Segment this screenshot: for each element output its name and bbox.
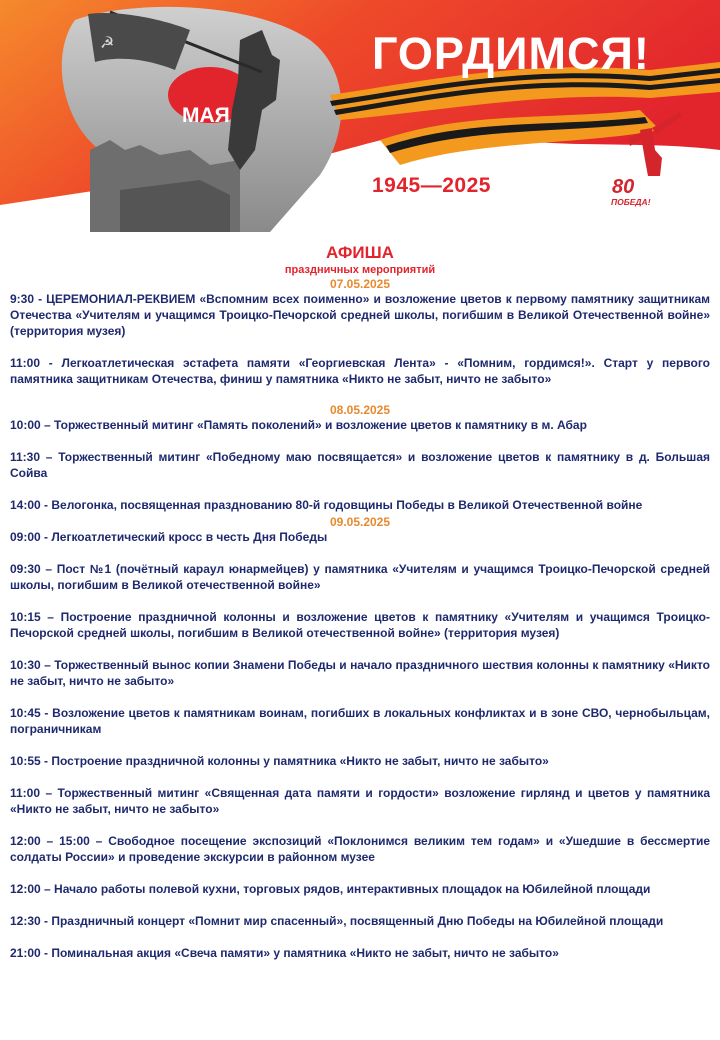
event-item: 12:00 – 15:00 – Свободное посещение экспозиций «Поклонимся великим тем годам» и «Ушедшие в бессмертие солдаты России» и проведение экскурсии в районном музее [10, 834, 710, 864]
poster-subtitle: праздничных мероприятий [284, 264, 436, 276]
event-item: 11:00 – Торжественный митинг «Священная дата памяти и гордости» возложение гирлянд и цветов у памятника «Никто не забыт, ничто не забыто» [10, 786, 710, 816]
poster-title: АФИША [326, 243, 394, 262]
event-item: 9:30 - ЦЕРЕМОНИАЛ-РЕКВИЕМ «Вспомним всех поименно» и возложение цветов к первому памятнику защитникам Отечества «Учителям и учащимся Троицко-Печорской средней школы, погибшим в Великой Отечественной войне» (территория музея) [10, 292, 710, 338]
event-item: 10:55 - Построение праздничной колонны у памятника «Никто не забыт, ничто не забыто» [10, 754, 549, 768]
event-item: 09:00 - Легкоатлетический кросс в честь Дня Победы [10, 530, 328, 544]
day-date: 07.05.2025 [329, 277, 391, 291]
event-item: 12:30 - Праздничный концерт «Помнит мир спасенный», посвященный Дню Победы на Юбилейной площади [10, 914, 664, 928]
event-item: 09:30 – Пост №1 (почётный караул юнармейцев) у памятника «Учителям и учащимся Троицко-Печорской средней школы, погибшим в Великой отечественной войне» [10, 562, 710, 592]
day-date: 09.05.2025 [329, 515, 391, 529]
day-date: 08.05.2025 [329, 403, 391, 417]
may-label: МАЯ [182, 104, 230, 127]
event-item: 10:00 – Торжественный митинг «Память поколений» и возложение цветов к памятнику в м. Абар [10, 418, 587, 432]
banner-years: 1945—2025 [372, 174, 491, 197]
svg-text:☭: ☭ [100, 33, 115, 52]
event-item: 10:45 - Возложение цветов к памятникам воинам, погибших в локальных конфликтах и в зоне СВО, чернобыльцам, пограничникам [10, 706, 710, 736]
banner-headline: ГОРДИМСЯ! [372, 28, 650, 79]
event-item: 14:00 - Велогонка, посвященная празднованию 80-й годовщины Победы в Великой Отечественной войне [10, 498, 643, 512]
event-item: 12:00 – Начало работы полевой кухни, торговых рядов, интерактивных площадок на Юбилейной площади [10, 882, 651, 896]
event-item: 21:00 - Поминальная акция «Свеча памяти» у памятника «Никто не забыт, ничто не забыто» [10, 946, 559, 960]
event-item: 11:30 – Торжественный митинг «Победному маю посвящается» и возложение цветов к памятнику в д. Большая Сойва [10, 450, 710, 480]
victory-logo-text: ПОБЕДА! [611, 197, 651, 207]
header-banner [0, 0, 720, 232]
event-item: 11:00 - Легкоатлетическая эстафета памяти «Георгиевская Лента» - «Помним, гордимся!». Старт у первого памятника защитникам Отечества, финиш у памятника «Никто не забыт, ничто не забыто» [10, 356, 710, 386]
poster-content [10, 243, 710, 977]
event-item: 10:30 – Торжественный вынос копии Знамени Победы и начало праздничного шествия колонны к памятнику «Никто не забыт, ничто не забыто» [10, 658, 710, 688]
victory-logo-number: 80 [612, 176, 635, 198]
event-item: 10:15 – Построение праздничной колонны и возложение цветов к памятнику «Учителям и учащимся Троицко-Печорской средней школы, погибшим в Великой отечественной войне» (территория музея) [10, 610, 710, 640]
